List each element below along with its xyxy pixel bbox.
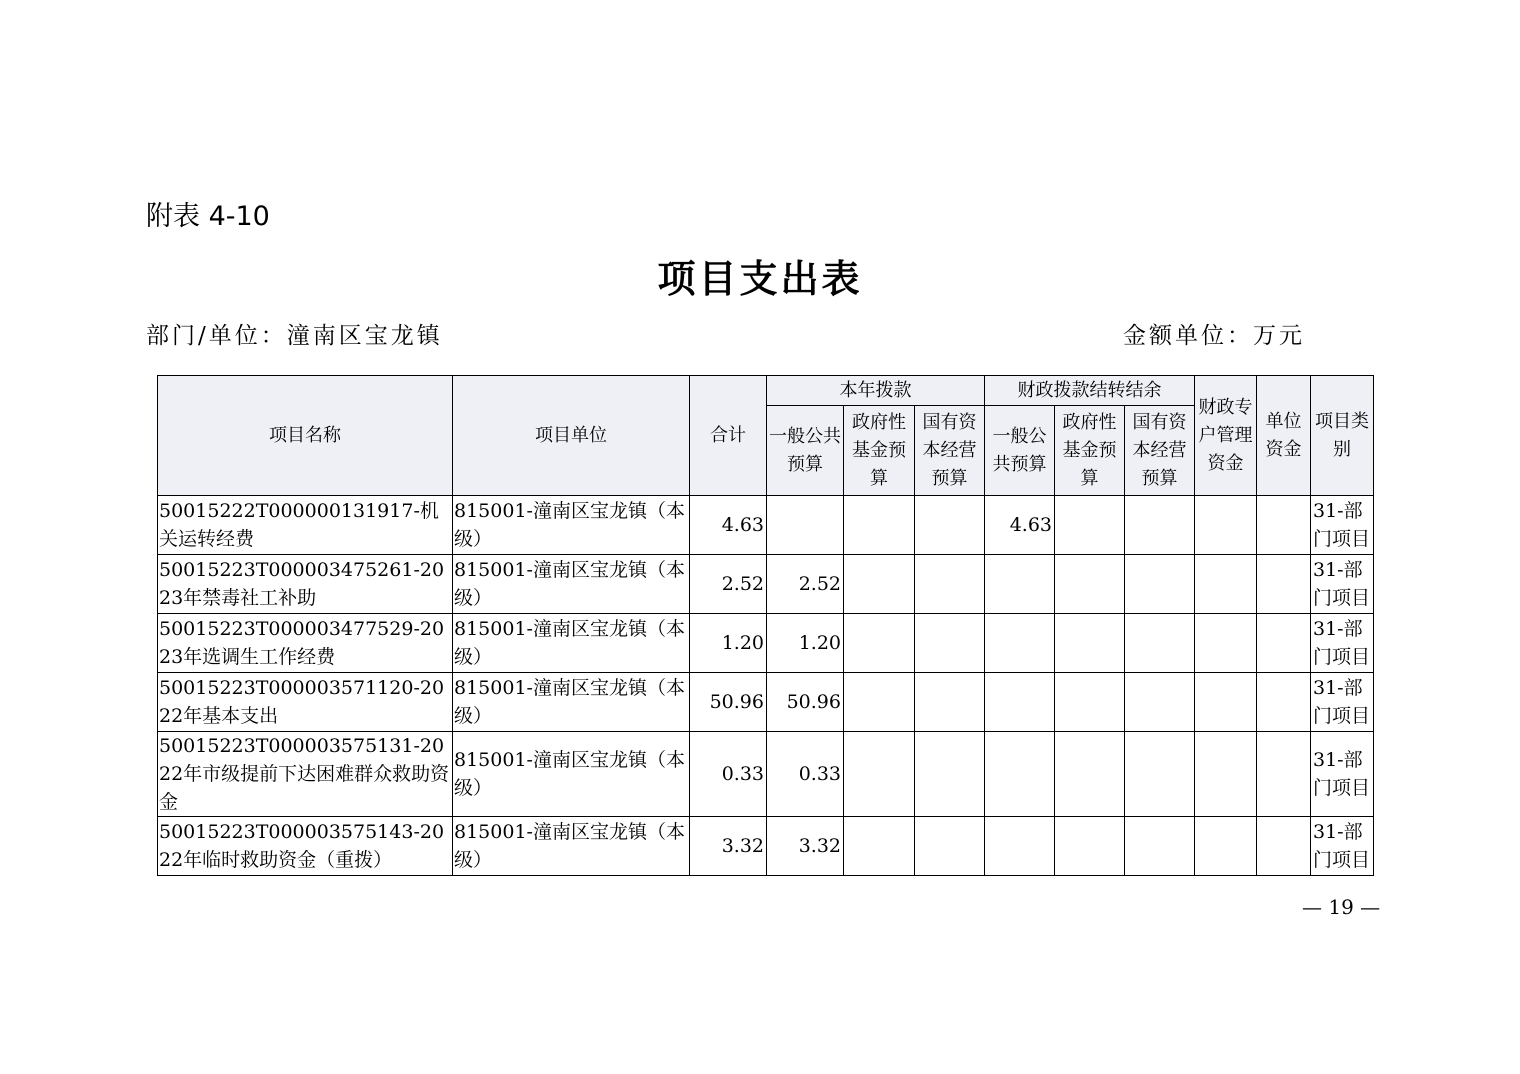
cell-project-category: 31-部门项目	[1311, 673, 1374, 732]
cell-project-unit: 815001-潼南区宝龙镇（本级）	[453, 614, 690, 673]
cell-state-capital-budget	[915, 555, 985, 614]
cell-carry-gov-fund-budget	[1055, 817, 1125, 876]
cell-special-fund	[1195, 673, 1257, 732]
cell-carry-general-public-budget: 4.63	[985, 496, 1055, 555]
cell-carry-gov-fund-budget	[1055, 673, 1125, 732]
cell-unit-fund	[1257, 817, 1311, 876]
cell-carry-state-capital-budget	[1125, 555, 1195, 614]
table-row	[158, 496, 1374, 555]
cell-general-public-budget: 1.20	[767, 614, 844, 673]
cell-project-unit: 815001-潼南区宝龙镇（本级）	[453, 496, 690, 555]
cell-special-fund	[1195, 732, 1257, 817]
cell-gov-fund-budget	[844, 555, 915, 614]
cell-carry-general-public-budget	[985, 614, 1055, 673]
cell-general-public-budget: 0.33	[767, 732, 844, 817]
cell-carry-general-public-budget	[985, 673, 1055, 732]
header-general-public-budget: 一般公共预算	[767, 406, 844, 496]
cell-unit-fund	[1257, 555, 1311, 614]
cell-carry-general-public-budget	[985, 555, 1055, 614]
cell-special-fund	[1195, 496, 1257, 555]
cell-total: 2.52	[690, 555, 767, 614]
cell-state-capital-budget	[915, 673, 985, 732]
cell-project-unit: 815001-潼南区宝龙镇（本级）	[453, 732, 690, 817]
cell-special-fund	[1195, 555, 1257, 614]
cell-project-unit: 815001-潼南区宝龙镇（本级）	[453, 817, 690, 876]
cell-project-name: 50015223T000003477529-2023年选调生工作经费	[158, 614, 453, 673]
cell-project-name: 50015223T000003475261-2023年禁毒社工补助	[158, 555, 453, 614]
cell-unit-fund	[1257, 732, 1311, 817]
cell-carry-gov-fund-budget	[1055, 555, 1125, 614]
cell-project-category: 31-部门项目	[1311, 614, 1374, 673]
cell-project-name: 50015223T000003575131-2022年市级提前下达困难群众救助资金	[158, 732, 453, 817]
cell-carry-gov-fund-budget	[1055, 496, 1125, 555]
cell-project-unit: 815001-潼南区宝龙镇（本级）	[453, 555, 690, 614]
cell-project-category: 31-部门项目	[1311, 732, 1374, 817]
cell-total: 4.63	[690, 496, 767, 555]
cell-carry-state-capital-budget	[1125, 817, 1195, 876]
department-label: 部门/单位：潼南区宝龙镇	[146, 323, 443, 349]
cell-carry-state-capital-budget	[1125, 732, 1195, 817]
cell-gov-fund-budget	[844, 614, 915, 673]
cell-project-category: 31-部门项目	[1311, 817, 1374, 876]
header-current-year-group: 本年拨款	[767, 376, 985, 406]
cell-carry-gov-fund-budget	[1055, 732, 1125, 817]
header-carry-state-capital-budget: 国有资本经营预算	[1125, 406, 1195, 496]
project-expenditure-table	[157, 375, 1374, 876]
header-carryover-group: 财政拨款结转结余	[985, 376, 1195, 406]
cell-general-public-budget: 3.32	[767, 817, 844, 876]
cell-unit-fund	[1257, 673, 1311, 732]
cell-project-name: 50015222T000000131917-机关运转经费	[158, 496, 453, 555]
cell-project-category: 31-部门项目	[1311, 555, 1374, 614]
cell-special-fund	[1195, 817, 1257, 876]
cell-total: 0.33	[690, 732, 767, 817]
header-state-capital-budget: 国有资本经营预算	[915, 406, 985, 496]
table-row	[158, 555, 1374, 614]
cell-state-capital-budget	[915, 496, 985, 555]
cell-state-capital-budget	[915, 614, 985, 673]
cell-carry-gov-fund-budget	[1055, 614, 1125, 673]
cell-project-name: 50015223T000003571120-2022年基本支出	[158, 673, 453, 732]
cell-general-public-budget: 50.96	[767, 673, 844, 732]
cell-gov-fund-budget	[844, 673, 915, 732]
cell-carry-state-capital-budget	[1125, 496, 1195, 555]
table-body	[158, 496, 1374, 876]
cell-carry-general-public-budget	[985, 817, 1055, 876]
header-project-category: 项目类别	[1311, 376, 1374, 496]
cell-project-category: 31-部门项目	[1311, 496, 1374, 555]
header-total: 合计	[690, 376, 767, 496]
header-unit-fund: 单位资金	[1257, 376, 1311, 496]
cell-carry-state-capital-budget	[1125, 614, 1195, 673]
cell-project-name: 50015223T000003575143-2022年临时救助资金（重拨）	[158, 817, 453, 876]
table-row	[158, 732, 1374, 817]
header-project-name: 项目名称	[158, 376, 453, 496]
header-special-fund: 财政专户管理资金	[1195, 376, 1257, 496]
page-title: 项目支出表	[657, 256, 863, 301]
cell-project-unit: 815001-潼南区宝龙镇（本级）	[453, 673, 690, 732]
header-project-unit: 项目单位	[453, 376, 690, 496]
cell-total: 50.96	[690, 673, 767, 732]
cell-gov-fund-budget	[844, 732, 915, 817]
header-gov-fund-budget: 政府性基金预算	[844, 406, 915, 496]
header-carry-gov-fund-budget: 政府性基金预算	[1055, 406, 1125, 496]
cell-gov-fund-budget	[844, 496, 915, 555]
cell-total: 1.20	[690, 614, 767, 673]
cell-state-capital-budget	[915, 732, 985, 817]
cell-general-public-budget	[767, 496, 844, 555]
cell-total: 3.32	[690, 817, 767, 876]
cell-carry-state-capital-budget	[1125, 673, 1195, 732]
cell-general-public-budget: 2.52	[767, 555, 844, 614]
amount-unit-label: 金额单位：万元	[1123, 323, 1305, 349]
appendix-label: 附表 4-10	[146, 201, 270, 232]
cell-unit-fund	[1257, 614, 1311, 673]
table-row	[158, 614, 1374, 673]
cell-gov-fund-budget	[844, 817, 915, 876]
header-carry-general-public-budget: 一般公共预算	[985, 406, 1055, 496]
table-row	[158, 817, 1374, 876]
cell-state-capital-budget	[915, 817, 985, 876]
cell-special-fund	[1195, 614, 1257, 673]
page-number: — 19 —	[1302, 895, 1381, 919]
table-row	[158, 673, 1374, 732]
table-header	[158, 376, 1374, 496]
cell-unit-fund	[1257, 496, 1311, 555]
cell-carry-general-public-budget	[985, 732, 1055, 817]
